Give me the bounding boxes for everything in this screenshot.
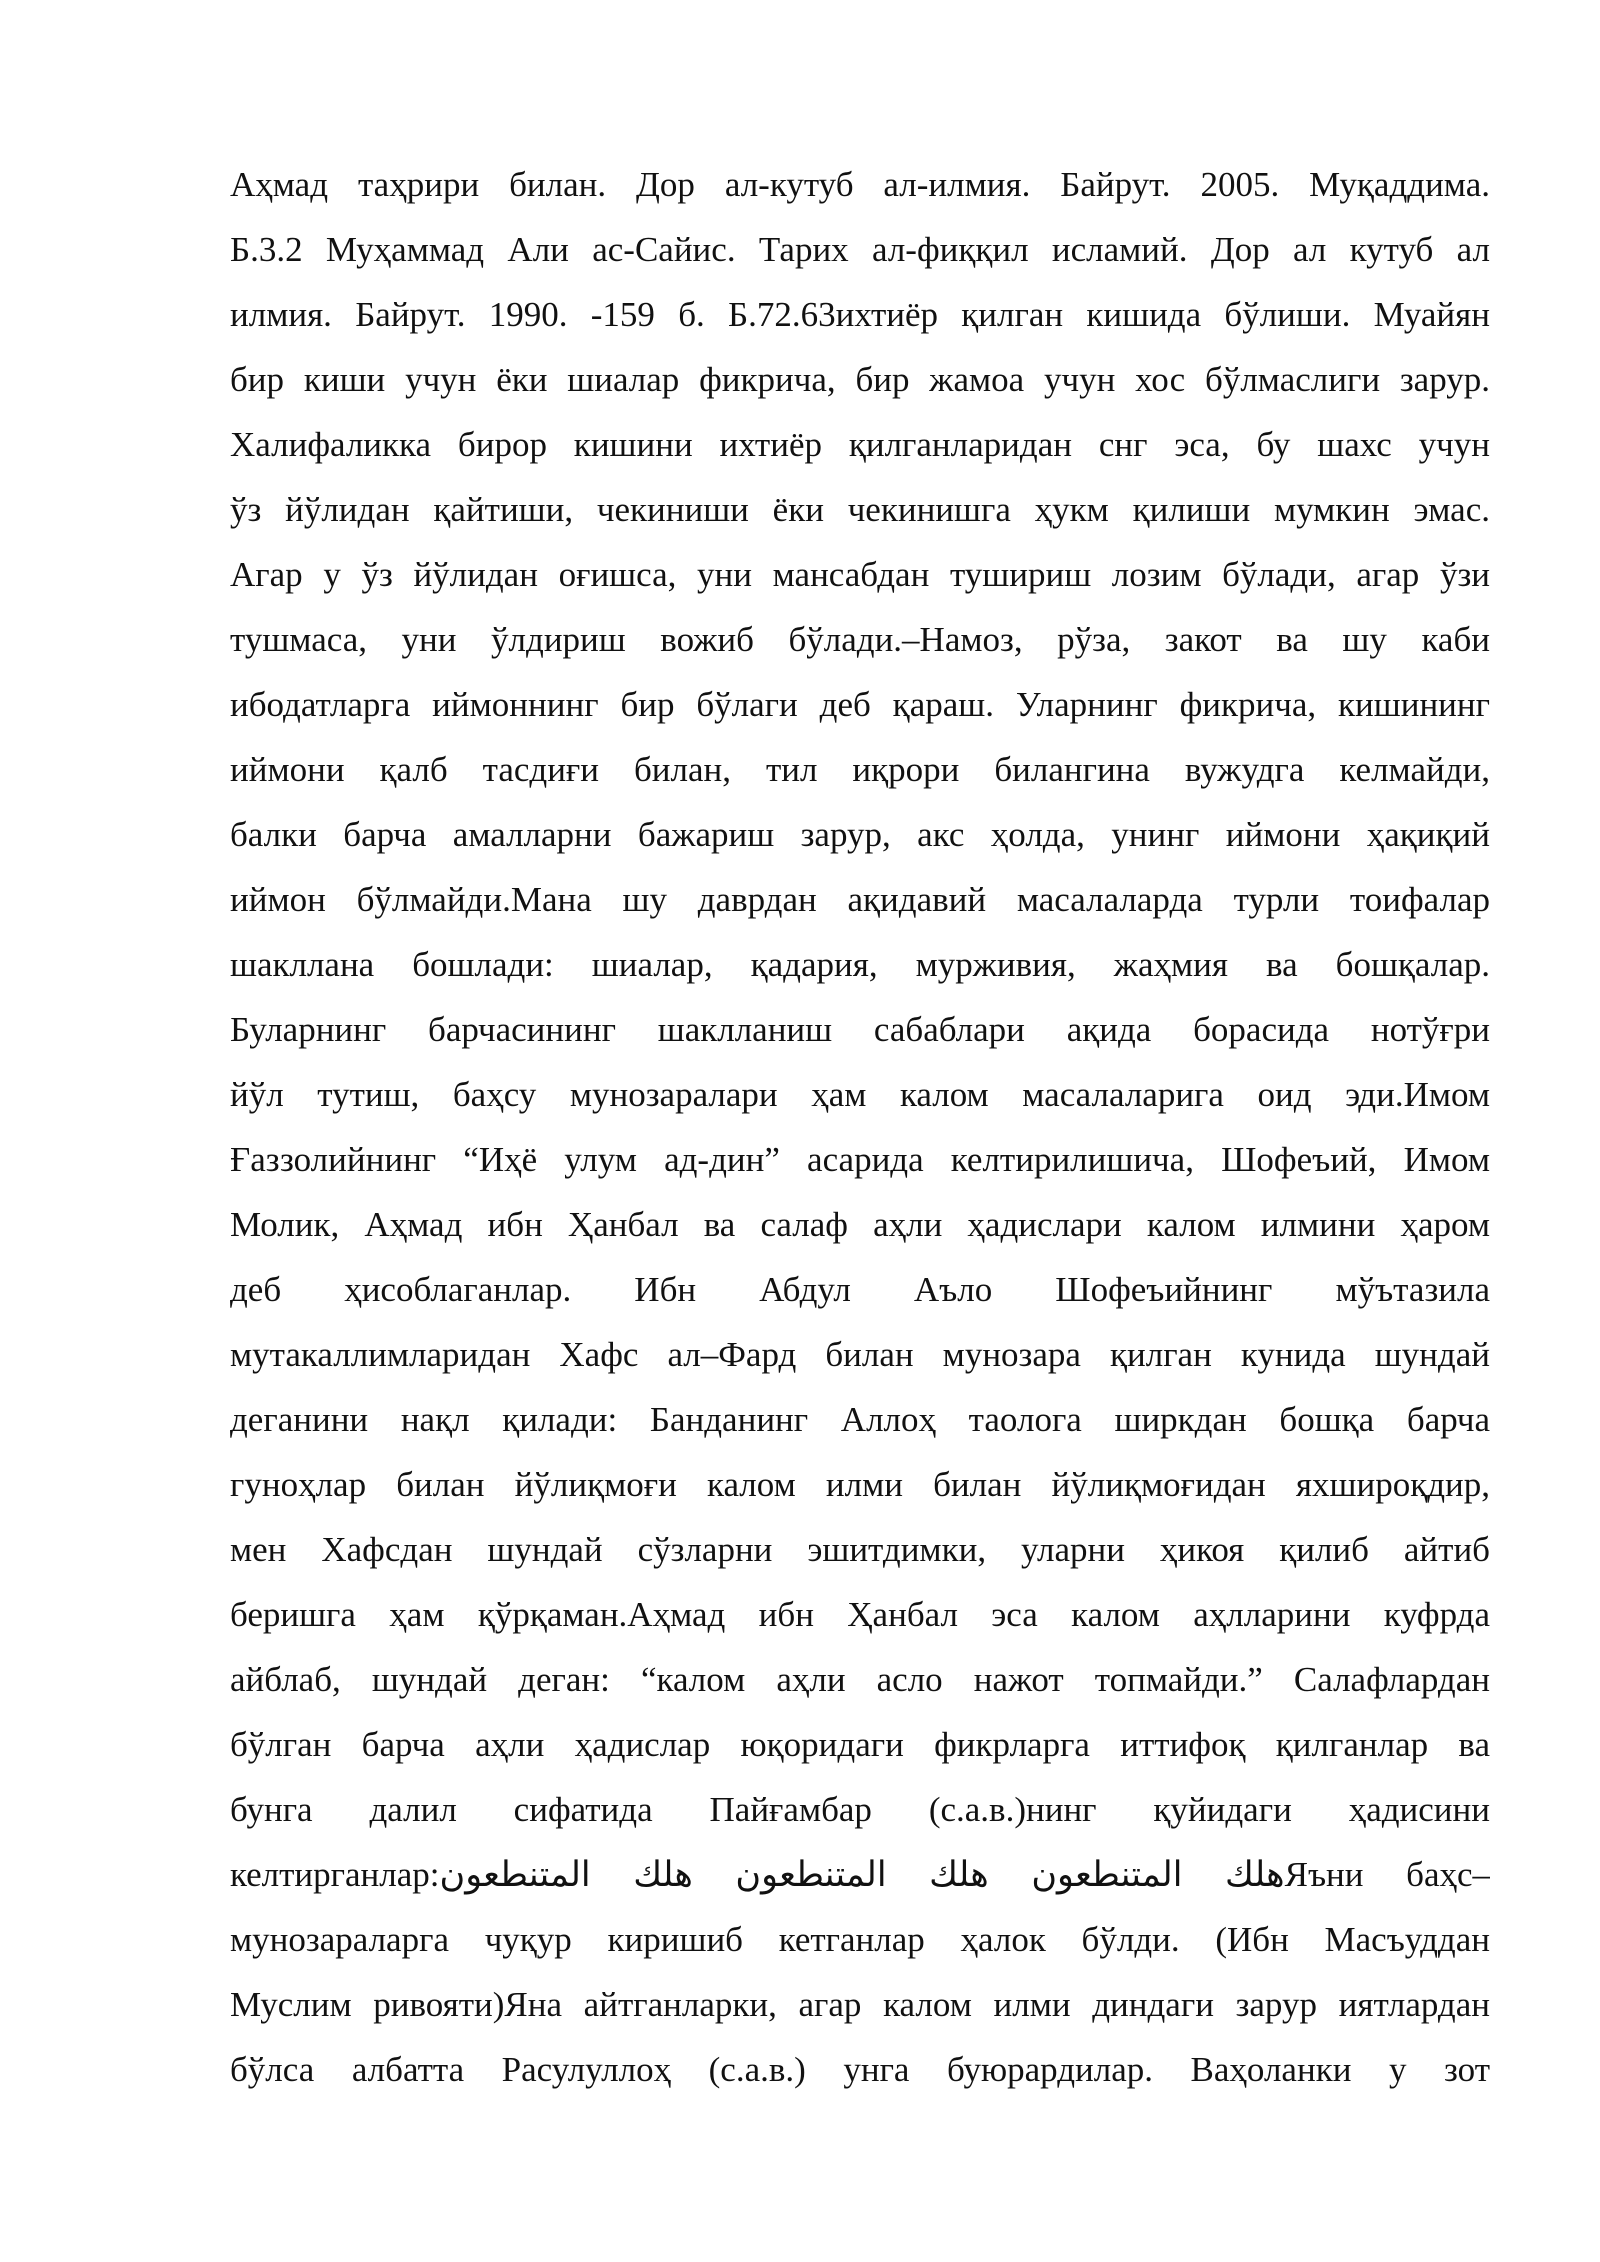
text-line: айблаб, шундай деган: “калом аҳли асло нажот топмайди.” Салафлардан [230,1660,1490,1699]
text-line: йўл тутиш, баҳсу мунозаралари ҳам калом масалаларига оид эди.Имом [230,1075,1490,1114]
text-line: бунга далил сифатида Пайғамбар (с.а.в.)нинг қуйидаги ҳадисини [230,1790,1490,1829]
text-line: иймон бўлмайди.Мана шу даврдан ақидавий масалаларда турли тоифалар [230,880,1490,919]
text-line: мунозараларга чуқур киришиб кетганлар ҳалок бўлди. (Ибн Масъуддан [230,1920,1490,1959]
text-line: бир киши учун ёки шиалар фикрича, бир жамоа учун хос бўлмаслиги зарур. [230,360,1490,399]
text-line: балки барча амалларни бажариш зарур, акс ҳолда, унинг иймони ҳақиқий [230,815,1490,854]
text-line: деганини нақл қилади: Банданинг Аллоҳ таологa ширкдан бошқа барча [230,1400,1490,1439]
text-line: деб ҳисоблаганлар. Ибн Абдул Аъло Шофеъийнинг мўътазила [230,1270,1490,1309]
text-line: мен Хафсдан шундай сўзларни эшитдимки, уларни ҳикоя қилиб айтиб [230,1530,1490,1569]
text-line: мутакаллимларидан Хафс ал–Фард билан мунозара қилган кунида шундай [230,1335,1490,1374]
text-line: иймони қалб тасдиғи билан, тил иқрори билангина вужудга келмайди, [230,750,1490,789]
text-line: Халифаликка бирор кишини ихтиёр қилганларидан снг эса, бу шахс учун [230,425,1490,464]
text-line: ўз йўлидан қайтиши, чекиниши ёки чекинишга ҳукм қилиши мумкин эмас. [230,490,1490,529]
text-line: Буларнинг барчасининг шаклланиш сабаблари ақида борасида нотўғри [230,1010,1490,1049]
text-line: Муслим ривояти)Яна айтганларки, агар калом илми диндаги зарур иятлардан [230,1985,1490,2024]
text-line: тушмаса, уни ўлдириш вожиб бўлади.–Намоз, рўза, закот ва шу каби [230,620,1490,659]
text-line: Молик, Аҳмад ибн Ҳанбал ва салаф аҳли ҳадислари калом илмини ҳаром [230,1205,1490,1244]
text-line: гуноҳлар билан йўлиқмоғи калом илми билан йўлиқмоғидан яхшироқдир, [230,1465,1490,1504]
text-line: бўлган барча аҳли ҳадислар юқоридаги фикрларга иттифоқ қилганлар ва [230,1725,1490,1764]
text-line: бўлса албатта Расулуллоҳ (с.а.в.) унга буюрардилар. Ваҳоланки у зот [230,2050,1490,2089]
text-line: шакллана бошлади: шиалар, қадария, мурживия, жаҳмия ва бошқалар. [230,945,1490,984]
text-line: ибодатларга иймоннинг бир бўлаги деб қараш. Уларнинг фикрича, кишининг [230,685,1490,724]
text-line: келтирганлар:هلك المتنطعون هلك المتنطعون هلك المتنطعونЯъни баҳс– [230,1855,1490,1894]
text-line: беришга ҳам қўрқаман.Аҳмад ибн Ҳанбал эса калом аҳлларини куфрда [230,1595,1490,1634]
text-line: Аҳмад таҳрири билан. Дор ал-кутуб ал-илмия. Байрут. 2005. Муқаддима. [230,165,1490,204]
text-line: Ғаззолийнинг “Иҳё улум ад-дин” асарида келтирилишича, Шофеъий, Имом [230,1140,1490,1179]
text-line: илмия. Байрут. 1990. -159 б. Б.72.63ихтиёр қилган кишида бўлиши. Муайян [230,295,1490,334]
text-line: Б.3.2 Муҳаммад Али ас-Сайис. Тарих ал-фиққил исламий. Дор ал кутуб ал [230,230,1490,269]
document-body-text [230,152,1490,2102]
text-line: Агар у ўз йўлидан оғишса, уни мансабдан тушириш лозим бўлади, агар ўзи [230,555,1490,594]
